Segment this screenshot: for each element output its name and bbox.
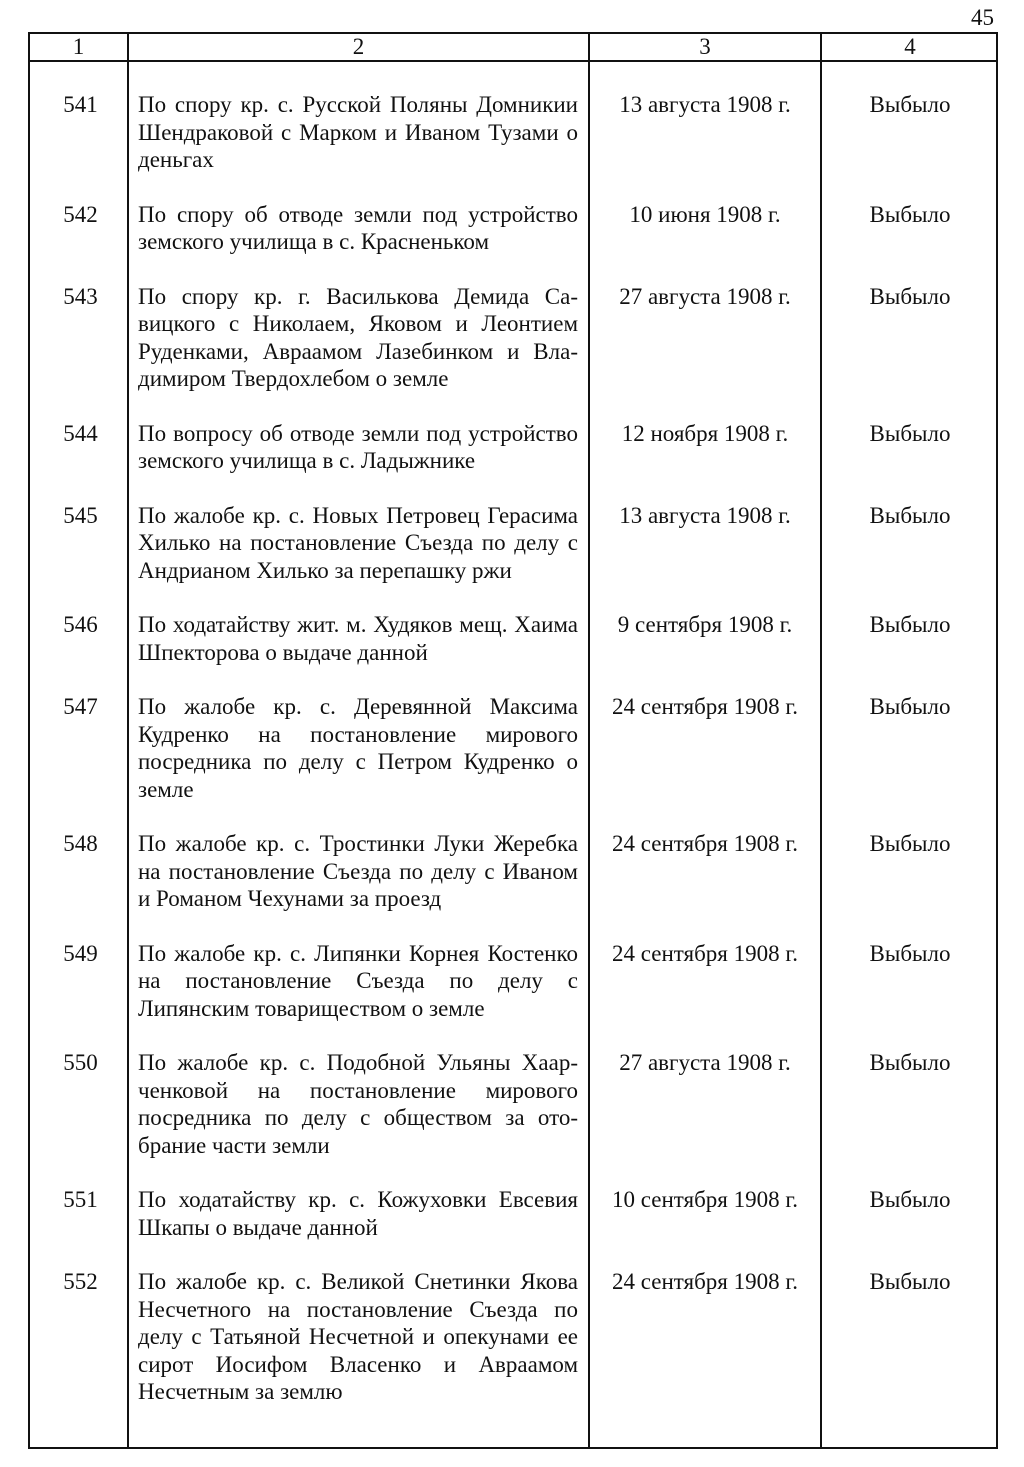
case-status: Выбыло	[869, 940, 951, 966]
table-row	[30, 283, 996, 420]
table-row	[30, 201, 996, 283]
case-status: Выбыло	[869, 502, 951, 528]
table-row	[30, 91, 996, 201]
case-date: 13 августа 1908 г.	[619, 92, 791, 117]
column-header-2: 2	[352, 34, 365, 59]
case-date: 27 августа 1908 г.	[619, 283, 791, 309]
case-status: Выбыло	[869, 92, 951, 117]
table-header	[30, 34, 996, 62]
case-number: 545	[63, 502, 98, 528]
case-description: По жалобе кр. с. Липянки Корнея Костенко на постановление Съезда по делу с Липянским товариществом о земле	[138, 940, 578, 1021]
case-number: 544	[63, 420, 98, 446]
table-row	[30, 1186, 996, 1268]
case-status: Выбыло	[869, 1187, 951, 1212]
archive-table	[28, 32, 998, 1449]
case-number: 548	[63, 831, 98, 856]
case-description: По ходатайству жит. м. Худяков мещ. Хаима Шпекторова о выдаче данной	[138, 612, 578, 665]
case-number: 542	[63, 201, 98, 227]
page-number: 45	[971, 5, 994, 30]
case-description: По спору кр. г. Василькова Демида Савицкого с Николаем, Яковом и Леонтием Руденками, Авраамом Лазебинком и Владимиром Твердохлебом о земле	[138, 283, 578, 391]
case-number: 552	[63, 1269, 98, 1294]
case-number: 551	[63, 1187, 98, 1212]
column-header-4: 4	[904, 34, 916, 59]
case-status: Выбыло	[869, 831, 951, 856]
case-date: 24 сентября 1908 г.	[612, 1269, 798, 1294]
case-description: По спору об отводе земли под устройство земского училища в с. Красненьком	[138, 201, 578, 254]
case-date: 24 сентября 1908 г.	[612, 694, 798, 719]
case-date: 24 сентября 1908 г.	[612, 940, 798, 966]
table-row	[30, 502, 996, 612]
table-row	[30, 420, 996, 502]
case-status: Выбыло	[869, 283, 951, 309]
table-row	[30, 940, 996, 1050]
case-status: Выбыло	[869, 694, 951, 719]
case-description: По жалобе кр. с. Новых Петровец Герасима Хилько на постановление Съезда по делу с Андрианом Хилько за перепашку ржи	[138, 502, 578, 583]
case-description: По жалобе кр. с. Великой Снетинки Якова Несчетного на постановление Съезда по делу с Татьяной Несчетной и опекунами ее сирот Иосифом Власенко и Авраамом Несчетным за землю	[138, 1269, 578, 1404]
case-description: По жалобе кр. с. Подобной Ульяны Хаарченковой на постановление мирового посредника по делу с обществом за отобрание части земли	[138, 1050, 578, 1158]
case-status: Выбыло	[869, 201, 951, 227]
case-date: 10 сентября 1908 г.	[612, 1187, 798, 1212]
case-status: Выбыло	[869, 1050, 951, 1075]
table-body	[30, 91, 996, 1433]
case-number: 543	[63, 283, 98, 309]
case-number: 541	[63, 92, 98, 117]
case-date: 10 июня 1908 г.	[629, 201, 781, 227]
table-row	[30, 693, 996, 830]
case-status: Выбыло	[869, 612, 951, 637]
case-number: 549	[63, 940, 98, 966]
column-header-3: 3	[699, 34, 711, 59]
case-status: Выбыло	[869, 420, 951, 446]
table-row	[30, 830, 996, 940]
case-number: 546	[63, 612, 98, 637]
case-date: 27 августа 1908 г.	[619, 1050, 791, 1075]
case-description: По вопросу об отводе земли под устройство земского училища в с. Ладыжнике	[138, 420, 578, 473]
case-description: По ходатайству кр. с. Кожуховки Евсевия Шкапы о выдаче данной	[138, 1187, 578, 1240]
case-status: Выбыло	[869, 1269, 951, 1294]
case-date: 13 августа 1908 г.	[619, 502, 791, 528]
case-description: По жалобе кр. с. Тростинки Луки Жеребка на постановление Съезда по делу с Иваном и Романом Чехунами за проезд	[138, 831, 578, 911]
table-row	[30, 611, 996, 693]
case-date: 24 сентября 1908 г.	[612, 831, 798, 856]
case-date: 12 ноября 1908 г.	[621, 420, 789, 446]
case-number: 550	[63, 1050, 98, 1075]
case-description: По жалобе кр. с. Деревянной Максима Кудренко на постановление мирового посредника по делу с Петром Кудренко о земле	[138, 694, 578, 802]
table-row	[30, 1049, 996, 1186]
case-date: 9 сентября 1908 г.	[617, 612, 793, 637]
column-header-1: 1	[72, 34, 85, 59]
case-number: 547	[63, 694, 98, 719]
table-row	[30, 1268, 996, 1433]
case-description: По спору кр. с. Русской Поляны Домникии Шендраковой с Марком и Иваном Тузами о деньгах	[138, 92, 578, 172]
